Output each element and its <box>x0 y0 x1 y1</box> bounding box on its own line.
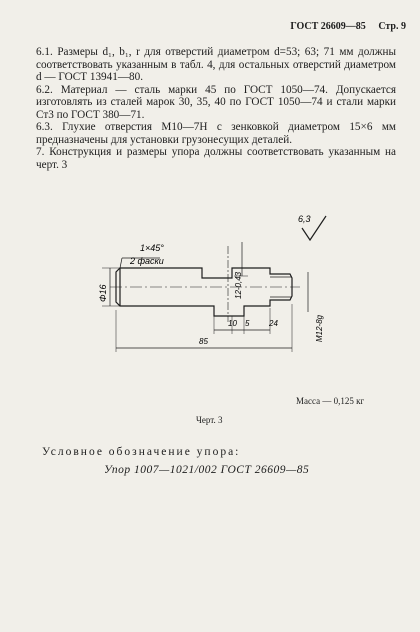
thread-label: М12-8g <box>315 314 324 342</box>
chamfer-note: 2 фаски <box>130 256 164 266</box>
paragraph-6-2: 6.2. Материал — сталь марки 45 по ГОСТ 1050—74. Допускается изготовлять из сталей марок 30, 35, 40 по ГОСТ 1050—74 и стали марки Ст3 по ГОСТ 380—71. <box>36 83 396 121</box>
shaft-outline <box>116 268 292 316</box>
groove-label: 12-0,43 <box>234 271 243 299</box>
roughness-value: 6,3 <box>298 214 311 224</box>
dim-24-label: 24 <box>269 319 278 328</box>
mass-label: Масса — 0,125 кг <box>296 396 365 406</box>
technical-drawing <box>82 212 332 384</box>
text-block <box>36 46 396 171</box>
page-header <box>280 21 406 32</box>
designation-label: Условное обозначение упора: <box>42 446 241 458</box>
standard-number: ГОСТ 26609—85 <box>290 21 366 32</box>
paragraph-6-3: 6.3. Глухие отверстия М10—7Н с зенковкой диаметром 15×6 мм предназначены для установки грузонесущих деталей. <box>36 121 396 146</box>
dim-5-label: 5 <box>245 319 250 328</box>
paragraph-6-1: 6.1. Размеры d₁, b₁, r для отверстий диаметром d=53; 63; 71 мм должны соответствовать указанным в табл. 4, для остальных отверстий диаметром d — ГОСТ 13941—80. <box>36 46 396 83</box>
designation-value: Упор 1007—1021/002 ГОСТ 26609—85 <box>104 464 310 476</box>
chamfer-label: 1×45° <box>140 243 164 253</box>
paragraph-7: 7. Конструкция и размеры упора должны соответствовать указанным на черт. 3 <box>36 146 396 171</box>
figure-caption: Черт. 3 <box>196 415 223 425</box>
dim-10-label: 10 <box>228 319 237 328</box>
page-number: Стр. 9 <box>378 21 406 32</box>
diameter-label: Φ16 <box>98 284 108 302</box>
dim-85-label: 85 <box>199 337 208 346</box>
